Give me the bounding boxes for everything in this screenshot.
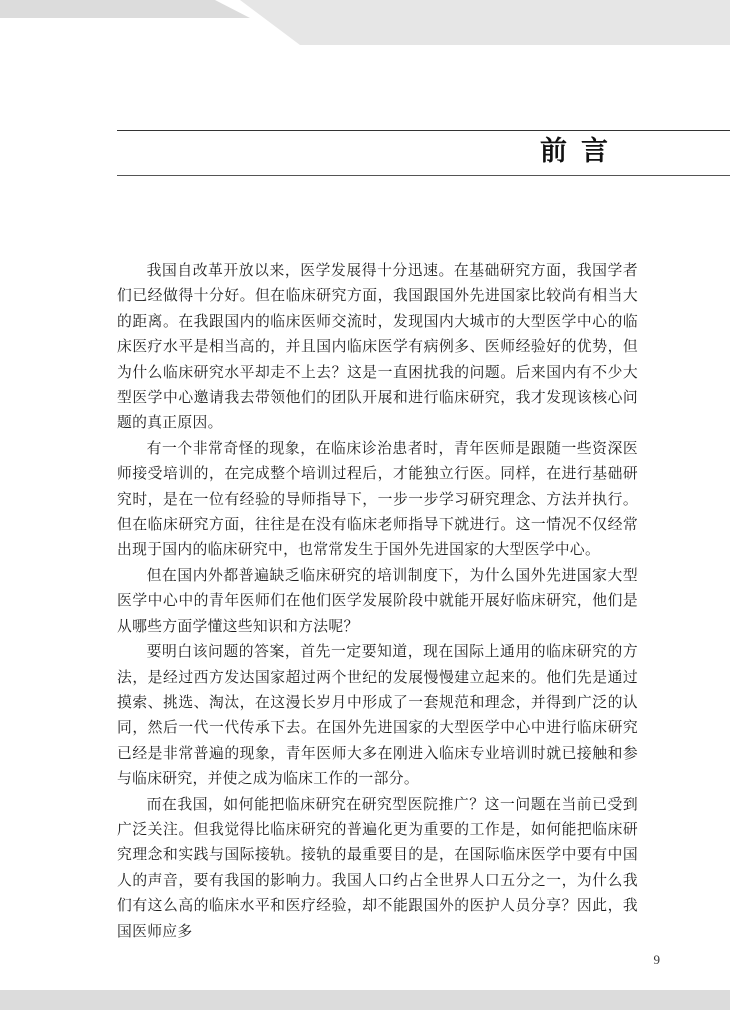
header-rule-bottom bbox=[117, 175, 730, 176]
paragraph: 而在我国，如何能把临床研究在研究型医院推广？这一问题在当前已受到广泛关注。但我觉得比临床研究的普遍化更为重要的工作是，如何能把临床研究理念和实践与国际接轨。接轨的最重要目的是，在国际临床医学中要有中国人的声音，要有我国的影响力。我国人口约占全世界人口五分之一，为什么我们有这么高的临床水平和医疗经验，却不能跟国外的医护人员分享？因此，我国医师应多 bbox=[117, 795, 638, 940]
paragraph: 我国自改革开放以来，医学发展得十分迅速。在基础研究方面，我国学者们已经做得十分好。但在临床研究方面，我国跟国外先进国家比较尚有相当大的距离。在我跟国内的临床医师交流时，发现国内大城市的大型医学中心的临床医疗水平是相当高的，并且国内临床医学有病例多、医师经验好的优势，但为什么临床研究水平却走不上去？这是一直困扰我的问题。后来国内有不少大型医学中心邀请我去带领他们的团队开展和进行临床研究，我才发现该核心问题的真正原因。 bbox=[117, 262, 638, 432]
paragraph: 要明白该问题的答案，首先一定要知道，现在国际上通用的临床研究的方法，是经过西方发达国家超过两个世纪的发展慢慢建立起来的。他们先是通过摸索、挑选、淘汰，在这漫长岁月中形成了一套规范和理念，并得到广泛的认同，然后一代一代传承下去。在国外先进国家的大型医学中心中进行临床研究已经是非常普遍的现象，青年医师大多在刚进入临床专业培训时就已接触和参与临床研究，并使之成为临床工作的一部分。 bbox=[117, 643, 638, 788]
footer-band bbox=[0, 990, 730, 1010]
paragraph: 有一个非常奇怪的现象，在临床诊治患者时，青年医师是跟随一些资深医师接受培训的，在完成整个培训过程后，才能独立行医。同样，在进行基础研究时，是在一位有经验的导师指导下，一步一步学习研究理念、方法并执行。但在临床研究方面，往往是在没有临床老师指导下就进行。这一情况不仅经常出现于国内的临床研究中，也常常发生于国外先进国家的大型医学中心。 bbox=[117, 439, 638, 559]
paragraph: 但在国内外都普遍缺乏临床研究的培训制度下，为什么国外先进国家大型医学中心中的青年医师们在他们医学发展阶段中就能开展好临床研究，他们是从哪些方面学懂这些知识和方法呢？ bbox=[117, 566, 638, 635]
body-text bbox=[117, 258, 638, 944]
page-number: 9 bbox=[653, 952, 660, 967]
section-title: 前言 bbox=[540, 136, 622, 167]
header-rule-top bbox=[117, 130, 730, 131]
header-decoration bbox=[0, 0, 730, 45]
